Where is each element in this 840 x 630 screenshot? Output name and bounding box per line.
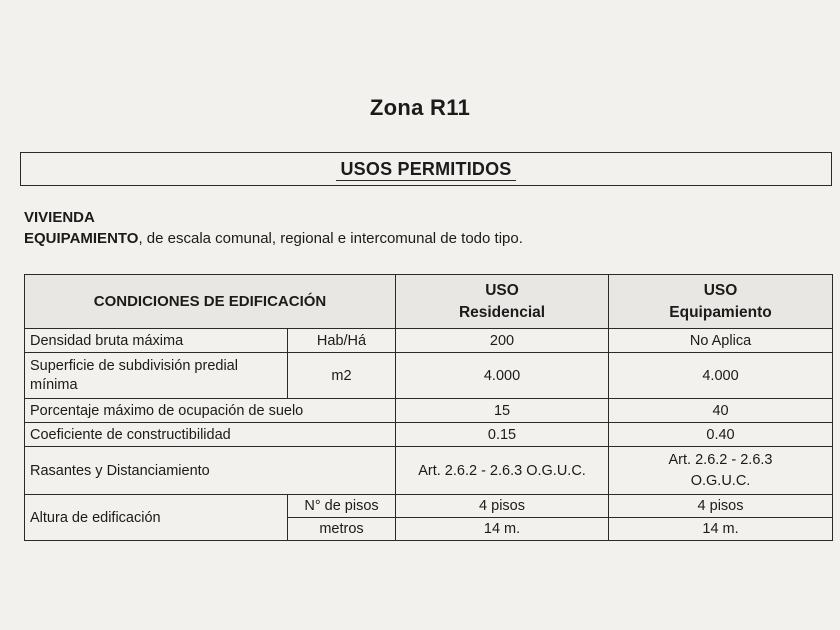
value-equipamiento xyxy=(609,447,833,495)
use-equipamiento-label: EQUIPAMIENTO xyxy=(24,230,139,247)
value-residencial: 200 xyxy=(396,329,609,353)
conditions-header: CONDICIONES DE EDIFICACIÓN xyxy=(25,275,396,329)
row-label: Superficie de subdivisión predial mínima xyxy=(25,353,288,399)
col-header-residencial xyxy=(396,275,609,329)
table-row xyxy=(25,495,833,518)
row-unit: metros xyxy=(288,518,396,541)
table-row xyxy=(25,447,833,495)
uses-list xyxy=(24,207,814,249)
col-header-residencial-line1: USO xyxy=(485,281,519,299)
value-residencial: Art. 2.6.2 - 2.6.3 O.G.U.C. xyxy=(396,447,609,495)
uses-permitted-title: USOS PERMITIDOS xyxy=(336,158,515,181)
value-residencial: 4.000 xyxy=(396,353,609,399)
col-header-equipamiento-line2: Equipamiento xyxy=(669,303,772,321)
value-equipamiento: 4.000 xyxy=(609,353,833,399)
table-row xyxy=(25,399,833,423)
row-unit: N° de pisos xyxy=(288,495,396,518)
table-header-row xyxy=(25,275,833,329)
value-equipamiento-line1: Art. 2.6.2 - 2.6.3 xyxy=(668,451,773,468)
value-equipamiento: No Aplica xyxy=(609,329,833,353)
conditions-table xyxy=(24,274,833,541)
use-equipamiento-desc: , de escala comunal, regional e intercomunal de todo tipo. xyxy=(138,230,523,247)
uses-permitted-header xyxy=(20,152,832,186)
value-residencial: 0.15 xyxy=(396,423,609,447)
row-label: Altura de edificación xyxy=(25,495,288,541)
row-label: Coeficiente de constructibilidad xyxy=(25,423,396,447)
row-unit: Hab/Há xyxy=(288,329,396,353)
value-equipamiento: 4 pisos xyxy=(609,495,833,518)
row-label: Densidad bruta máxima xyxy=(25,329,288,353)
use-equipamiento xyxy=(24,228,814,249)
table-row xyxy=(25,329,833,353)
value-equipamiento: 40 xyxy=(609,399,833,423)
value-residencial: 4 pisos xyxy=(396,495,609,518)
value-residencial: 14 m. xyxy=(396,518,609,541)
col-header-equipamiento xyxy=(609,275,833,329)
value-equipamiento: 14 m. xyxy=(609,518,833,541)
value-residencial: 15 xyxy=(396,399,609,423)
col-header-equipamiento-line1: USO xyxy=(703,281,738,299)
use-vivienda: VIVIENDA xyxy=(24,209,95,226)
row-label: Rasantes y Distanciamiento xyxy=(25,447,396,495)
value-equipamiento: 0.40 xyxy=(609,423,833,447)
col-header-residencial-line2: Residencial xyxy=(458,303,546,321)
table-row xyxy=(25,353,833,399)
zone-title: Zona R11 xyxy=(369,95,471,120)
table-row xyxy=(25,423,833,447)
value-equipamiento-line2: O.G.U.C. xyxy=(690,472,751,489)
row-unit: m2 xyxy=(288,353,396,399)
row-label: Porcentaje máximo de ocupación de suelo xyxy=(25,399,396,423)
